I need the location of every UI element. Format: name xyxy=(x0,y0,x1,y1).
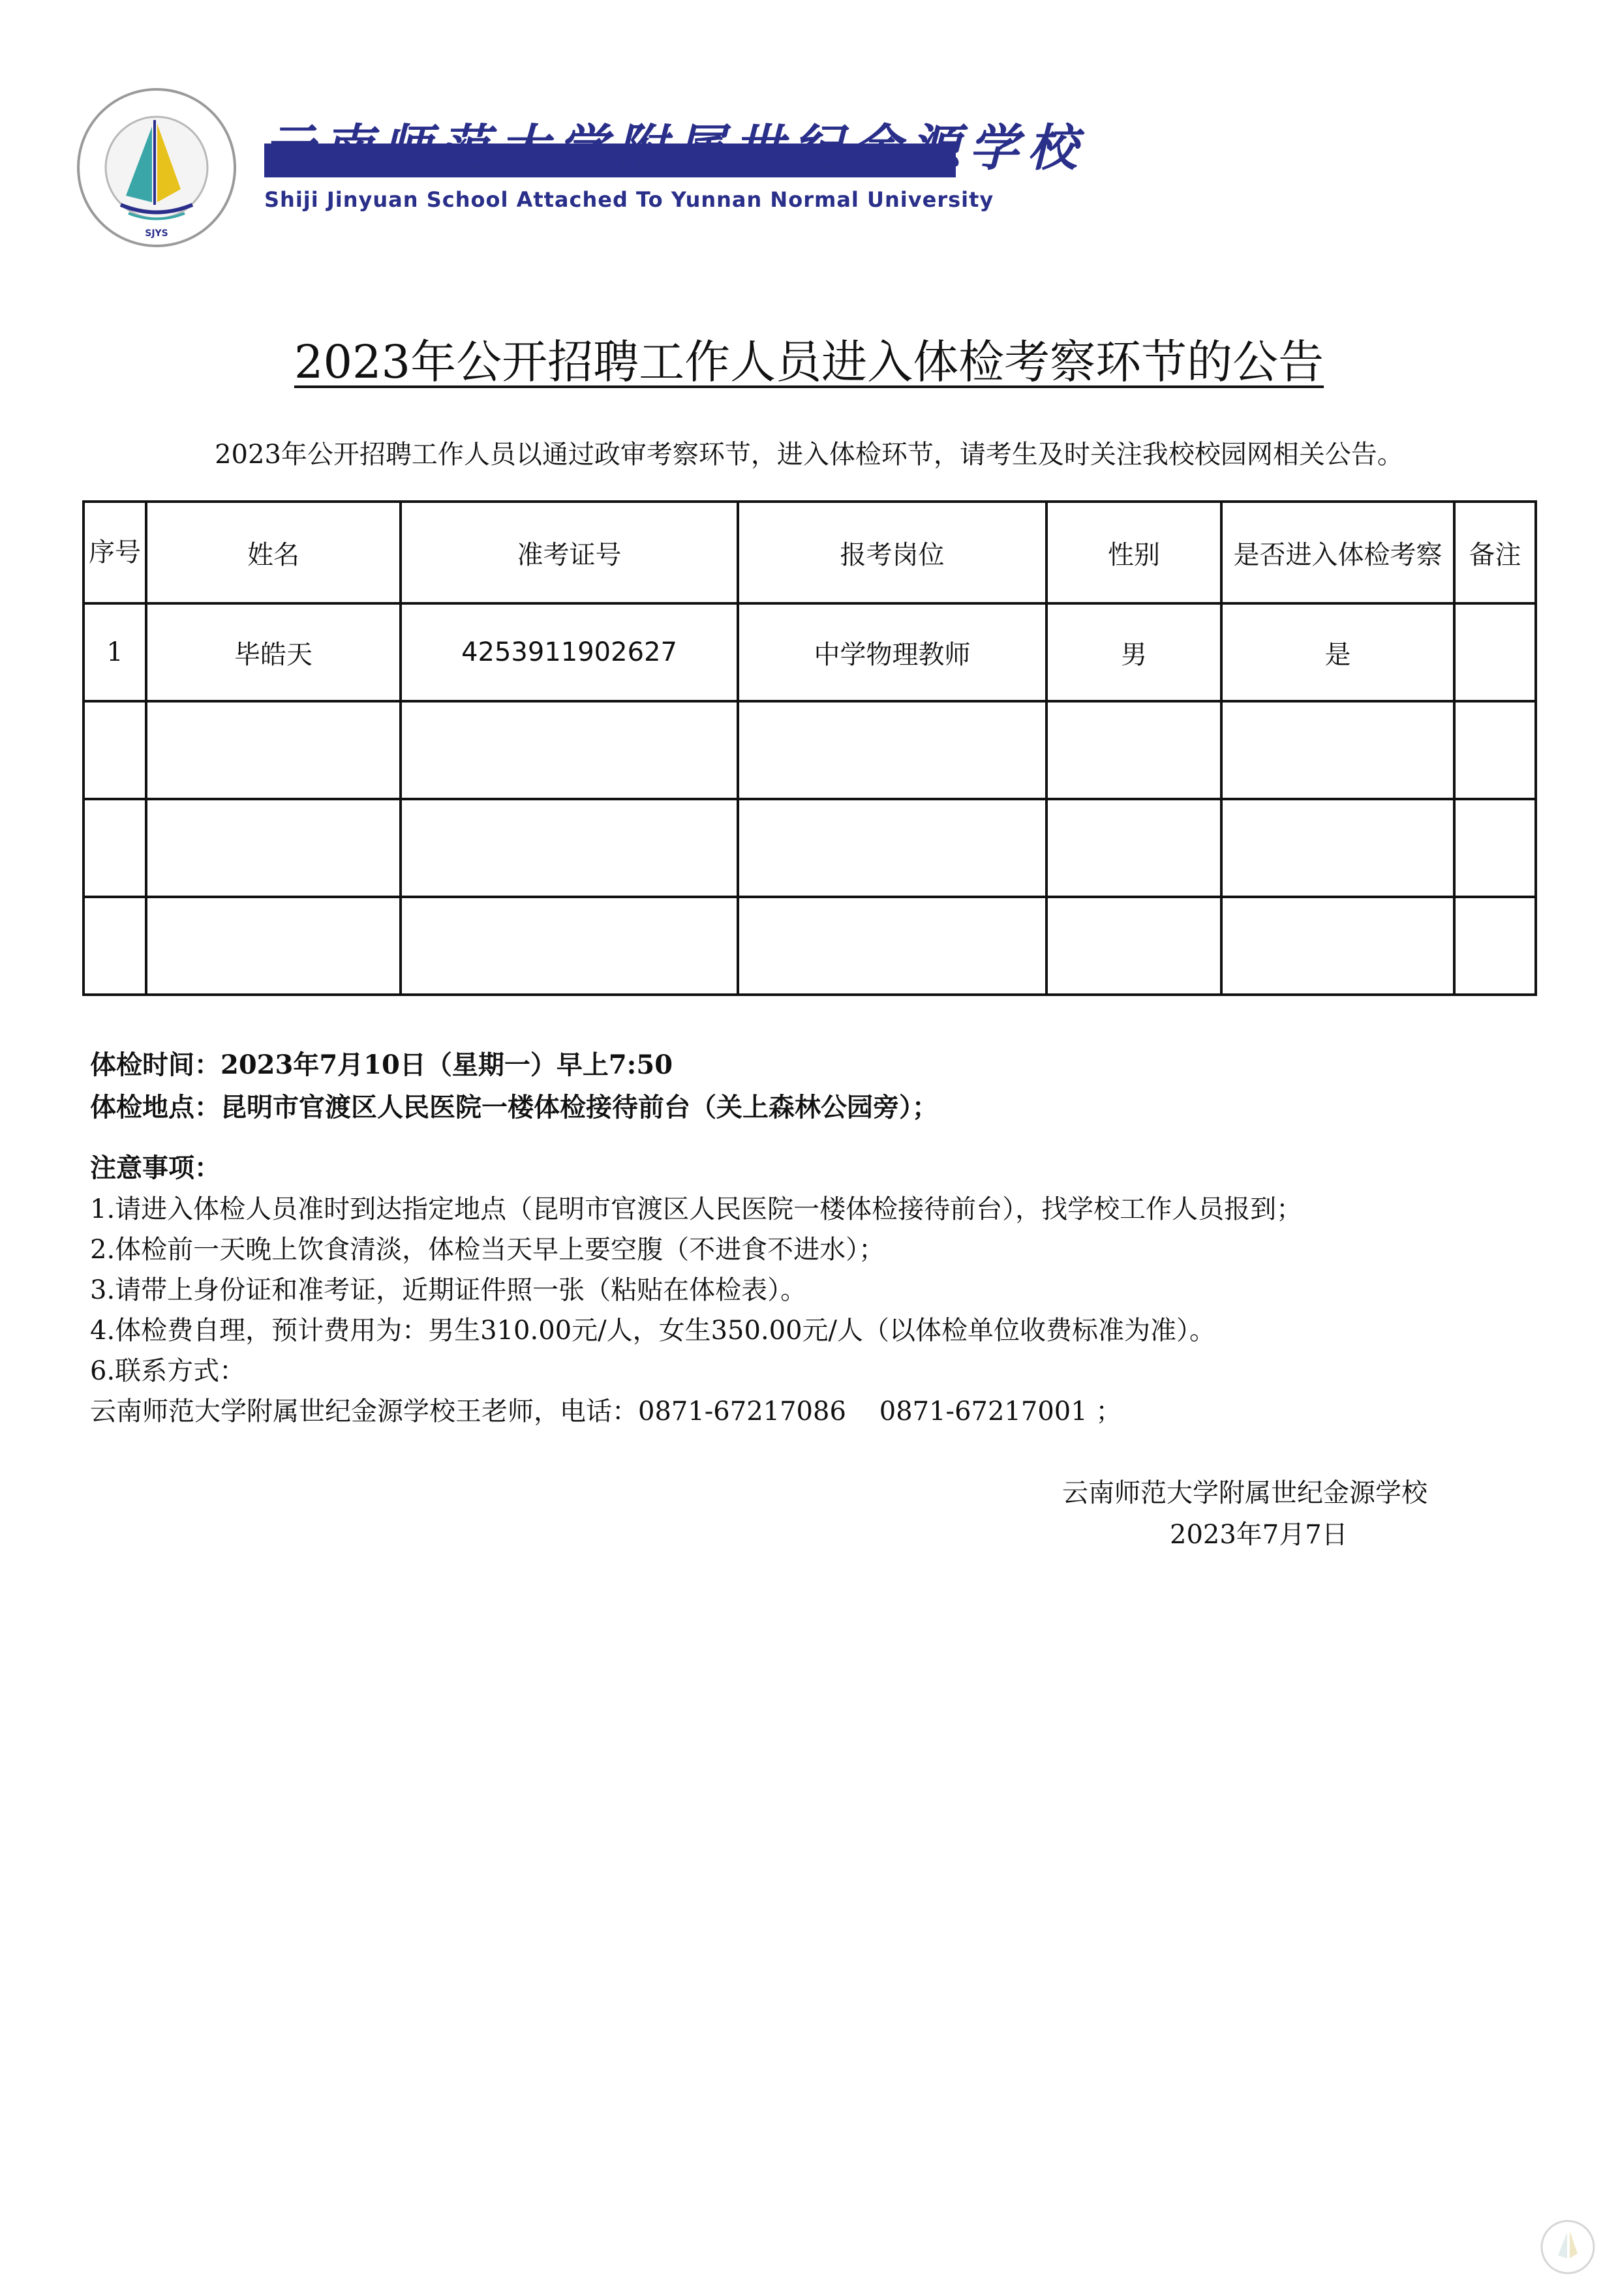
table-row xyxy=(84,603,1536,701)
col-header-ticket: 准考证号 xyxy=(401,502,738,603)
candidate-table xyxy=(82,500,1537,996)
col-header-remark: 备注 xyxy=(1454,502,1536,603)
cell-ticket xyxy=(401,799,738,897)
col-header-name: 姓名 xyxy=(146,502,401,603)
exam-location: 体检地点：昆明市官渡区人民医院一楼体检接待前台（关上森林公园旁）； xyxy=(90,1092,938,1123)
signature-date: 2023年7月7日 xyxy=(1170,1520,1348,1550)
note-item: 2.体检前一天晚上饮食清淡，体检当天早上要空腹（不进食不进水）； xyxy=(90,1235,885,1265)
school-name-en: Shiji Jinyuan School Attached To Yunnan Normal University xyxy=(264,187,994,212)
cell-gender xyxy=(1046,799,1221,897)
cell-position xyxy=(738,799,1046,897)
intro-paragraph: 2023年公开招聘工作人员以通过政审考察环节，进入体检环节，请考生及时关注我校校园网相关公告。 xyxy=(215,440,1403,470)
col-header-index: 序号 xyxy=(84,502,146,603)
table-header-row xyxy=(84,502,1536,603)
cell-index xyxy=(84,701,146,799)
col-header-exam: 是否进入体检考察 xyxy=(1221,502,1454,603)
cell-ticket xyxy=(401,701,738,799)
table-row xyxy=(84,701,1536,799)
cell-position xyxy=(738,897,1046,995)
cell-index: 1 xyxy=(84,603,146,701)
cell-name xyxy=(146,701,401,799)
signature-org: 云南师范大学附属世纪金源学校 xyxy=(1062,1478,1427,1508)
col-header-gender: 性别 xyxy=(1046,502,1221,603)
cell-index xyxy=(84,897,146,995)
cell-exam xyxy=(1221,897,1454,995)
cell-remark xyxy=(1454,897,1536,995)
col-header-position: 报考岗位 xyxy=(738,502,1046,603)
logo-mark-text: SJYS xyxy=(145,228,168,239)
cell-name xyxy=(146,897,401,995)
cell-exam: 是 xyxy=(1221,603,1454,701)
cell-ticket: 4253911902627 xyxy=(401,603,738,701)
note-item: 1.请进入体检人员准时到达指定地点（昆明市官渡区人民医院一楼体检接待前台），找学校工作人员报到； xyxy=(90,1194,1303,1224)
cell-index xyxy=(84,799,146,897)
page-title-text: 2023年公开招聘工作人员进入体检考察环节的公告 xyxy=(294,335,1324,389)
cell-name: 毕皓天 xyxy=(146,603,401,701)
page-title xyxy=(0,329,1618,395)
cell-position: 中学物理教师 xyxy=(738,603,1046,701)
note-item: 4.体检费自理，预计费用为：男生310.00元/人，女生350.00元/人（以体检单位收费标准为准）。 xyxy=(90,1316,1216,1346)
contact-line: 云南师范大学附属世纪金源学校王老师，电话：0871-67217086 0871-67217001 ； xyxy=(90,1397,1122,1427)
cell-ticket xyxy=(401,897,738,995)
school-name-cn-text: 云南师范大学附属世纪金源学校 xyxy=(264,119,1086,177)
school-name-cn xyxy=(264,110,1086,178)
cell-exam xyxy=(1221,799,1454,897)
cell-remark xyxy=(1454,603,1536,701)
cell-gender xyxy=(1046,897,1221,995)
cell-gender: 男 xyxy=(1046,603,1221,701)
cell-remark xyxy=(1454,701,1536,799)
school-logo xyxy=(75,86,238,249)
note-item: 3.请带上身份证和准考证，近期证件照一张（粘贴在体检表）。 xyxy=(90,1275,807,1305)
table-row xyxy=(84,799,1536,897)
exam-time: 体检时间：2023年7月10日（星期一）早上7:50 xyxy=(90,1050,673,1080)
cell-remark xyxy=(1454,799,1536,897)
notes-heading: 注意事项： xyxy=(90,1153,221,1183)
note-item: 6.联系方式： xyxy=(90,1356,246,1386)
cell-position xyxy=(738,701,1046,799)
table-row xyxy=(84,897,1536,995)
watermark-seal-icon xyxy=(1538,2218,1597,2276)
cell-name xyxy=(146,799,401,897)
cell-exam xyxy=(1221,701,1454,799)
cell-gender xyxy=(1046,701,1221,799)
